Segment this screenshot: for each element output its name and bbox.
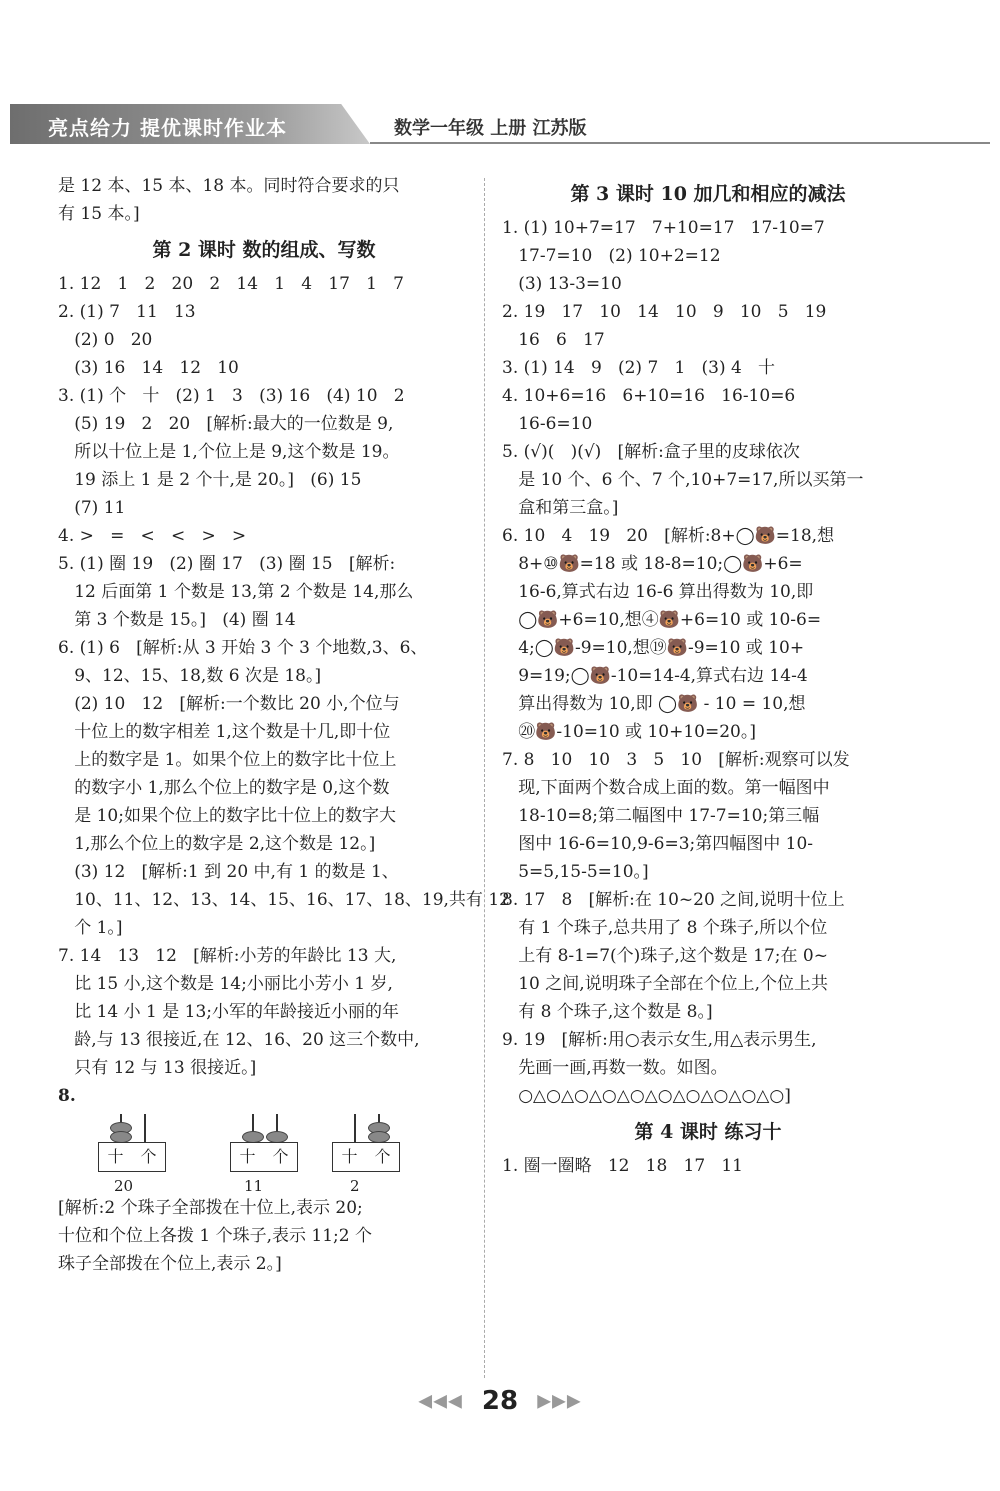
ones-label: 个 xyxy=(272,1147,289,1166)
text-line: (7) 11 xyxy=(58,498,126,518)
text-line: 4. 10+6=16 6+10=16 16-10=6 xyxy=(502,386,796,406)
text-line: 6. (1) 6 [解析:从 3 开始 3 个 3 个地数,3、6、 xyxy=(58,638,428,658)
text-line: 16-6=10 xyxy=(502,414,593,434)
text-line: 4;◯🐻-9=10,想⑲🐻-9=10 或 10+ xyxy=(502,638,805,658)
text-line: 9. 19 [解析:用○表示女生,用△表示男生, xyxy=(502,1030,817,1050)
text-line: 珠子全部拨在个位上,表示 2。] xyxy=(58,1254,282,1274)
text-line: 6. 10 4 19 20 [解析:8+◯🐻=18,想 xyxy=(502,526,835,546)
right-column xyxy=(502,172,914,1180)
text-line: 3. (1) 个 十 (2) 1 3 (3) 16 (4) 10 2 xyxy=(58,386,405,406)
text-line: 算出得数为 10,即 ◯🐻 - 10 = 10,想 xyxy=(502,694,806,714)
tens-label: 十 xyxy=(239,1147,256,1166)
header-brand: 亮点给力 提优课时作业本 xyxy=(48,116,287,140)
text-line: 18-10=8;第二幅图中 17-7=10;第三幅 xyxy=(502,806,820,826)
text-line: 所以十位上是 1,个位上是 9,这个数是 19。 xyxy=(58,442,400,462)
tens-label: 十 xyxy=(341,1147,358,1166)
abacus-value: 20 xyxy=(114,1177,134,1195)
text-line: (2) 10 12 [解析:一个数比 20 小,个位与 xyxy=(58,694,400,714)
tens-label: 十 xyxy=(107,1147,124,1166)
text-line: ◯🐻+6=10,想④🐻+6=10 或 10-6= xyxy=(502,610,822,630)
left-items xyxy=(58,270,510,1082)
abacus-box xyxy=(98,1142,166,1172)
prev-arrows-icon: ◀◀◀ xyxy=(418,1390,463,1412)
text-line: 上有 8-1=7(个)珠子,这个数是 17;在 0~ xyxy=(502,946,828,966)
text-line: 8. 17 8 [解析:在 10~20 之间,说明十位上 xyxy=(502,890,845,910)
text-line: 有 1 个珠子,总共用了 8 个珠子,所以个位 xyxy=(502,918,828,938)
text-line: 先画一画,再数一数。如图。 xyxy=(502,1058,728,1078)
text-line: 2. 19 17 10 14 10 9 10 5 19 xyxy=(502,302,827,322)
text-line: 1. 圈一圈略 12 18 17 11 xyxy=(502,1156,743,1176)
text-line: 7. 14 13 12 [解析:小芳的年龄比 13 大, xyxy=(58,946,397,966)
abacus-value: 11 xyxy=(244,1177,264,1195)
next-arrows-icon: ▶▶▶ xyxy=(537,1390,582,1412)
text-line: 盒和第三盒。] xyxy=(502,498,619,518)
text-line: 是 10;如果个位上的数字比十位上的数字大 xyxy=(58,806,396,826)
abacus-value: 2 xyxy=(350,1177,360,1195)
text-line: 图中 16-6=10,9-6=3;第四幅图中 10- xyxy=(502,834,814,854)
text-line: 5=5,15-5=10。] xyxy=(502,862,649,882)
text-line: 1,那么个位上的数字是 2,这个数是 12。] xyxy=(58,834,376,854)
text-line: 19 添上 1 是 2 个十,是 20。] (6) 15 xyxy=(58,470,362,490)
text-line: 10 之间,说明珠子全部在个位上,个位上共 xyxy=(502,974,829,994)
text-line: 1. 12 1 2 20 2 14 1 4 17 1 7 xyxy=(58,274,404,294)
text-line: 有 15 本。] xyxy=(58,204,140,224)
text-line: 7. 8 10 10 3 5 10 [解析:观察可以发 xyxy=(502,750,850,770)
abacus-2 xyxy=(230,1114,298,1172)
text-line: 十位上的数字相差 1,这个数是十几,即十位 xyxy=(58,722,391,742)
text-line: 3. (1) 14 9 (2) 7 1 (3) 4 十 xyxy=(502,358,776,378)
section-title-3: 第 3 课时 10 加几和相应的减法 xyxy=(570,183,846,205)
text-line: 十位和个位上各拨 1 个珠子,表示 11;2 个 xyxy=(58,1226,373,1246)
abacus-figure xyxy=(78,1114,498,1172)
text-line: (5) 19 2 20 [解析:最大的一位数是 9, xyxy=(58,414,394,434)
header-rule xyxy=(370,142,990,144)
text-line: 现,下面两个数合成上面的数。第一幅图中 xyxy=(502,778,830,798)
text-line: 第 3 个数是 15。] (4) 圈 14 xyxy=(58,610,296,630)
text-line: 16 6 17 xyxy=(502,330,605,350)
ones-label: 个 xyxy=(140,1147,157,1166)
section-title-4: 第 4 课时 练习十 xyxy=(634,1121,782,1143)
text-line: (3) 16 14 12 10 xyxy=(58,358,239,378)
text-line: 4. > = < < > > xyxy=(58,526,247,546)
header-subject: 数学一年级 上册 江苏版 xyxy=(394,118,587,139)
text-line: 5. (1) 圈 19 (2) 圈 17 (3) 圈 15 [解析: xyxy=(58,554,396,574)
section-title-2: 第 2 课时 数的组成、写数 xyxy=(152,239,376,261)
text-line: 只有 12 与 13 很接近。] xyxy=(58,1058,257,1078)
text-line: 是 12 本、15 本、18 本。同时符合要求的只 xyxy=(58,176,400,196)
abacus-1 xyxy=(98,1114,166,1172)
text-line: [解析:2 个珠子全部拨在十位上,表示 20; xyxy=(58,1198,363,1218)
text-line: 比 15 小,这个数是 14;小丽比小芳小 1 岁, xyxy=(58,974,393,994)
text-line: 10、11、12、13、14、15、16、17、18、19,共有 12 xyxy=(58,890,510,910)
text-line: ○△○△○△○△○△○△○△○△○△○] xyxy=(502,1086,791,1106)
text-line: 9=19;◯🐻-10=14-4,算式右边 14-4 xyxy=(502,666,808,686)
text-line: 上的数字是 1。如果个位上的数字比十位上 xyxy=(58,750,397,770)
text-line: 17-7=10 (2) 10+2=12 xyxy=(502,246,721,266)
text-line: 是 10 个、6 个、7 个,10+7=17,所以买第一 xyxy=(502,470,864,490)
text-line: 龄,与 13 很接近,在 12、16、20 这三个数中, xyxy=(58,1030,420,1050)
abacus-box xyxy=(332,1142,400,1172)
text-line: 5. (√)( )(√) [解析:盒子里的皮球依次 xyxy=(502,442,800,462)
text-line: 16-6,算式右边 16-6 算出得数为 10,即 xyxy=(502,582,814,602)
text-line: 9、12、15、18,数 6 次是 18。] xyxy=(58,666,322,686)
left-column xyxy=(58,172,510,1278)
abacus-rod xyxy=(354,1114,356,1144)
column-divider xyxy=(484,178,485,1378)
text-line: (3) 13-3=10 xyxy=(502,274,622,294)
text-line: 的数字小 1,那么个位上的数字是 0,这个数 xyxy=(58,778,390,798)
text-line: (3) 12 [解析:1 到 20 中,有 1 的数是 1、 xyxy=(58,862,399,882)
page-header xyxy=(0,104,1000,148)
text-line: 个 1。] xyxy=(58,918,123,938)
page-footer xyxy=(0,1386,1000,1416)
right-lines xyxy=(502,214,914,1110)
text-line: 有 8 个珠子,这个数是 8。] xyxy=(502,1002,713,1022)
text-line: 2. (1) 7 11 13 xyxy=(58,302,196,322)
text-line: (2) 0 20 xyxy=(58,330,153,350)
abacus-box xyxy=(230,1142,298,1172)
ones-label: 个 xyxy=(374,1147,391,1166)
text-line: 12 后面第 1 个数是 13,第 2 个数是 14,那么 xyxy=(58,582,414,602)
q8-label: 8. xyxy=(58,1086,76,1106)
abacus-3 xyxy=(332,1114,400,1172)
page-number: 28 xyxy=(481,1386,519,1416)
text-line: ⑳🐻-10=10 或 10+10=20。] xyxy=(502,722,756,742)
text-line: 8+⑩🐻=18 或 18-8=10;◯🐻+6= xyxy=(502,554,803,574)
text-line: 1. (1) 10+7=17 7+10=17 17-10=7 xyxy=(502,218,825,238)
abacus-rod xyxy=(144,1114,146,1144)
text-line: 比 14 小 1 是 13;小军的年龄接近小丽的年 xyxy=(58,1002,400,1022)
abacus-values xyxy=(58,1172,470,1194)
